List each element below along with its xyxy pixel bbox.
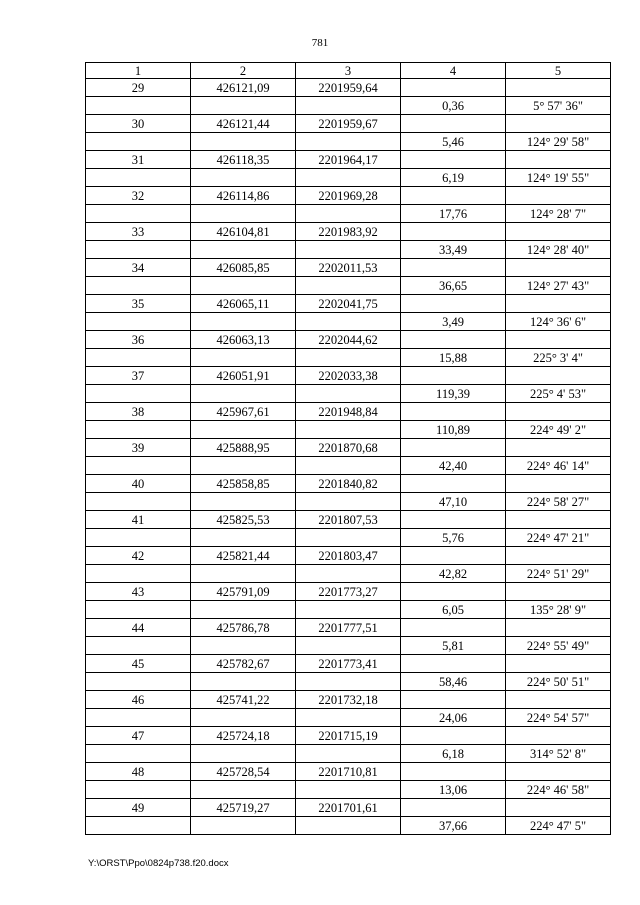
- distance-cell: 36,65: [401, 277, 506, 295]
- table-row: [86, 547, 611, 565]
- y-coordinate-cell: 2201710,81: [296, 763, 401, 781]
- y-coordinate-cell: [296, 385, 401, 403]
- direction-angle-cell: 124° 29' 58": [506, 133, 611, 151]
- point-number-cell: [86, 421, 191, 439]
- distance-cell: [401, 511, 506, 529]
- table-row: [86, 457, 611, 475]
- x-coordinate-cell: 425791,09: [191, 583, 296, 601]
- point-number-cell: [86, 709, 191, 727]
- point-number-cell: [86, 781, 191, 799]
- direction-angle-cell: [506, 799, 611, 817]
- distance-cell: [401, 547, 506, 565]
- point-number-cell: 30: [86, 115, 191, 133]
- y-coordinate-cell: 2201803,47: [296, 547, 401, 565]
- point-number-cell: [86, 97, 191, 115]
- table-row: [86, 601, 611, 619]
- x-coordinate-cell: 425786,78: [191, 619, 296, 637]
- distance-cell: [401, 295, 506, 313]
- x-coordinate-cell: [191, 817, 296, 835]
- y-coordinate-cell: 2201777,51: [296, 619, 401, 637]
- table-row: [86, 133, 611, 151]
- x-coordinate-cell: [191, 529, 296, 547]
- point-number-cell: [86, 241, 191, 259]
- point-number-cell: 31: [86, 151, 191, 169]
- direction-angle-cell: [506, 511, 611, 529]
- table-row: [86, 403, 611, 421]
- distance-cell: [401, 223, 506, 241]
- point-number-cell: 44: [86, 619, 191, 637]
- table-row: [86, 259, 611, 277]
- direction-angle-cell: [506, 403, 611, 421]
- point-number-cell: [86, 565, 191, 583]
- distance-cell: 13,06: [401, 781, 506, 799]
- point-number-cell: [86, 133, 191, 151]
- table-row: [86, 421, 611, 439]
- distance-cell: [401, 475, 506, 493]
- point-number-cell: 34: [86, 259, 191, 277]
- x-coordinate-cell: 426065,11: [191, 295, 296, 313]
- distance-cell: 47,10: [401, 493, 506, 511]
- table-row: [86, 637, 611, 655]
- distance-cell: 58,46: [401, 673, 506, 691]
- table-row: [86, 529, 611, 547]
- x-coordinate-cell: 425888,95: [191, 439, 296, 457]
- table-row: [86, 277, 611, 295]
- page-number: 781: [311, 37, 329, 49]
- y-coordinate-cell: 2201870,68: [296, 439, 401, 457]
- point-number-cell: [86, 349, 191, 367]
- direction-angle-cell: [506, 151, 611, 169]
- distance-cell: 6,19: [401, 169, 506, 187]
- x-coordinate-cell: [191, 457, 296, 475]
- point-number-cell: [86, 385, 191, 403]
- direction-angle-cell: [506, 727, 611, 745]
- table-row: [86, 367, 611, 385]
- direction-angle-cell: 224° 47' 5": [506, 817, 611, 835]
- direction-angle-cell: 224° 46' 14": [506, 457, 611, 475]
- y-coordinate-cell: [296, 421, 401, 439]
- y-coordinate-cell: [296, 205, 401, 223]
- point-number-cell: [86, 637, 191, 655]
- point-number-cell: [86, 745, 191, 763]
- x-coordinate-cell: [191, 601, 296, 619]
- table-row: [86, 331, 611, 349]
- distance-cell: [401, 79, 506, 97]
- point-number-cell: [86, 205, 191, 223]
- x-coordinate-cell: 425967,61: [191, 403, 296, 421]
- y-coordinate-cell: [296, 349, 401, 367]
- y-coordinate-cell: [296, 529, 401, 547]
- x-coordinate-cell: [191, 97, 296, 115]
- point-number-cell: [86, 277, 191, 295]
- point-number-cell: 38: [86, 403, 191, 421]
- y-coordinate-cell: 2202033,38: [296, 367, 401, 385]
- y-coordinate-cell: 2201959,67: [296, 115, 401, 133]
- y-coordinate-cell: 2201959,64: [296, 79, 401, 97]
- x-coordinate-cell: [191, 133, 296, 151]
- header-cell-1: 1: [86, 63, 191, 79]
- y-coordinate-cell: [296, 781, 401, 799]
- point-number-cell: 33: [86, 223, 191, 241]
- y-coordinate-cell: [296, 277, 401, 295]
- direction-angle-cell: [506, 691, 611, 709]
- x-coordinate-cell: 425741,22: [191, 691, 296, 709]
- point-number-cell: 37: [86, 367, 191, 385]
- table-row: [86, 151, 611, 169]
- distance-cell: [401, 367, 506, 385]
- table-row: [86, 349, 611, 367]
- direction-angle-cell: 124° 27' 43": [506, 277, 611, 295]
- direction-angle-cell: [506, 367, 611, 385]
- distance-cell: [401, 151, 506, 169]
- x-coordinate-cell: 426121,44: [191, 115, 296, 133]
- y-coordinate-cell: 2201807,53: [296, 511, 401, 529]
- distance-cell: 5,46: [401, 133, 506, 151]
- x-coordinate-cell: 425724,18: [191, 727, 296, 745]
- y-coordinate-cell: [296, 745, 401, 763]
- table-row: [86, 727, 611, 745]
- table-row: [86, 493, 611, 511]
- direction-angle-cell: [506, 331, 611, 349]
- direction-angle-cell: 224° 51' 29": [506, 565, 611, 583]
- table-row: [86, 295, 611, 313]
- direction-angle-cell: [506, 475, 611, 493]
- point-number-cell: 43: [86, 583, 191, 601]
- table-row: [86, 115, 611, 133]
- x-coordinate-cell: [191, 565, 296, 583]
- table-row: [86, 205, 611, 223]
- point-number-cell: 35: [86, 295, 191, 313]
- header-cell-4: 4: [401, 63, 506, 79]
- x-coordinate-cell: 426085,85: [191, 259, 296, 277]
- point-number-cell: 40: [86, 475, 191, 493]
- table-row: [86, 385, 611, 403]
- point-number-cell: 39: [86, 439, 191, 457]
- distance-cell: 42,40: [401, 457, 506, 475]
- y-coordinate-cell: [296, 97, 401, 115]
- y-coordinate-cell: 2201948,84: [296, 403, 401, 421]
- point-number-cell: 49: [86, 799, 191, 817]
- y-coordinate-cell: [296, 313, 401, 331]
- point-number-cell: [86, 493, 191, 511]
- direction-angle-cell: 224° 55' 49": [506, 637, 611, 655]
- point-number-cell: [86, 817, 191, 835]
- table-row: [86, 763, 611, 781]
- y-coordinate-cell: [296, 493, 401, 511]
- point-number-cell: [86, 529, 191, 547]
- direction-angle-cell: 224° 49' 2": [506, 421, 611, 439]
- point-number-cell: 41: [86, 511, 191, 529]
- y-coordinate-cell: [296, 241, 401, 259]
- distance-cell: [401, 763, 506, 781]
- direction-angle-cell: [506, 187, 611, 205]
- direction-angle-cell: [506, 79, 611, 97]
- point-number-cell: 47: [86, 727, 191, 745]
- y-coordinate-cell: [296, 133, 401, 151]
- y-coordinate-cell: 2202011,53: [296, 259, 401, 277]
- table-row: [86, 745, 611, 763]
- table-row: [86, 223, 611, 241]
- distance-cell: 0,36: [401, 97, 506, 115]
- x-coordinate-cell: 426118,35: [191, 151, 296, 169]
- distance-cell: [401, 655, 506, 673]
- distance-cell: [401, 799, 506, 817]
- direction-angle-cell: [506, 295, 611, 313]
- x-coordinate-cell: [191, 313, 296, 331]
- y-coordinate-cell: [296, 673, 401, 691]
- direction-angle-cell: 5° 57' 36": [506, 97, 611, 115]
- distance-cell: [401, 583, 506, 601]
- point-number-cell: [86, 313, 191, 331]
- point-number-cell: 32: [86, 187, 191, 205]
- table-row: [86, 709, 611, 727]
- x-coordinate-cell: [191, 385, 296, 403]
- distance-cell: 33,49: [401, 241, 506, 259]
- direction-angle-cell: 224° 58' 27": [506, 493, 611, 511]
- x-coordinate-cell: 426051,91: [191, 367, 296, 385]
- table-row: [86, 673, 611, 691]
- direction-angle-cell: [506, 583, 611, 601]
- direction-angle-cell: [506, 223, 611, 241]
- x-coordinate-cell: 425858,85: [191, 475, 296, 493]
- distance-cell: 24,06: [401, 709, 506, 727]
- direction-angle-cell: 314° 52' 8": [506, 745, 611, 763]
- distance-cell: 42,82: [401, 565, 506, 583]
- direction-angle-cell: 225° 3' 4": [506, 349, 611, 367]
- x-coordinate-cell: 426063,13: [191, 331, 296, 349]
- table-row: [86, 565, 611, 583]
- x-coordinate-cell: [191, 781, 296, 799]
- x-coordinate-cell: [191, 673, 296, 691]
- x-coordinate-cell: 425728,54: [191, 763, 296, 781]
- direction-angle-cell: 124° 36' 6": [506, 313, 611, 331]
- direction-angle-cell: [506, 619, 611, 637]
- direction-angle-cell: [506, 763, 611, 781]
- header-cell-2: 2: [191, 63, 296, 79]
- y-coordinate-cell: 2201732,18: [296, 691, 401, 709]
- header-cell-5: 5: [506, 63, 611, 79]
- distance-cell: [401, 259, 506, 277]
- point-number-cell: 29: [86, 79, 191, 97]
- point-number-cell: 48: [86, 763, 191, 781]
- distance-cell: 119,39: [401, 385, 506, 403]
- distance-cell: [401, 187, 506, 205]
- distance-cell: [401, 403, 506, 421]
- direction-angle-cell: [506, 547, 611, 565]
- point-number-cell: [86, 169, 191, 187]
- x-coordinate-cell: [191, 241, 296, 259]
- y-coordinate-cell: 2201840,82: [296, 475, 401, 493]
- table-row: [86, 583, 611, 601]
- distance-cell: [401, 727, 506, 745]
- direction-angle-cell: 124° 28' 7": [506, 205, 611, 223]
- x-coordinate-cell: [191, 169, 296, 187]
- x-coordinate-cell: [191, 709, 296, 727]
- direction-angle-cell: 124° 19' 55": [506, 169, 611, 187]
- point-number-cell: [86, 601, 191, 619]
- y-coordinate-cell: [296, 817, 401, 835]
- x-coordinate-cell: 425821,44: [191, 547, 296, 565]
- direction-angle-cell: 224° 50' 51": [506, 673, 611, 691]
- distance-cell: 6,05: [401, 601, 506, 619]
- distance-cell: 6,18: [401, 745, 506, 763]
- header-cell-3: 3: [296, 63, 401, 79]
- header-row: [86, 63, 611, 79]
- x-coordinate-cell: 426114,86: [191, 187, 296, 205]
- x-coordinate-cell: [191, 205, 296, 223]
- table-row: [86, 169, 611, 187]
- distance-cell: [401, 115, 506, 133]
- distance-cell: 3,49: [401, 313, 506, 331]
- point-number-cell: [86, 673, 191, 691]
- distance-cell: 17,76: [401, 205, 506, 223]
- y-coordinate-cell: [296, 565, 401, 583]
- direction-angle-cell: 135° 28' 9": [506, 601, 611, 619]
- x-coordinate-cell: [191, 637, 296, 655]
- x-coordinate-cell: 426104,81: [191, 223, 296, 241]
- y-coordinate-cell: 2201773,41: [296, 655, 401, 673]
- table-row: [86, 817, 611, 835]
- point-number-cell: [86, 457, 191, 475]
- direction-angle-cell: 225° 4' 53": [506, 385, 611, 403]
- direction-angle-cell: [506, 115, 611, 133]
- distance-cell: [401, 439, 506, 457]
- direction-angle-cell: 224° 46' 58": [506, 781, 611, 799]
- table-row: [86, 619, 611, 637]
- distance-cell: 37,66: [401, 817, 506, 835]
- x-coordinate-cell: [191, 745, 296, 763]
- table-row: [86, 79, 611, 97]
- distance-cell: 110,89: [401, 421, 506, 439]
- x-coordinate-cell: 425825,53: [191, 511, 296, 529]
- x-coordinate-cell: [191, 277, 296, 295]
- y-coordinate-cell: [296, 169, 401, 187]
- y-coordinate-cell: 2201715,19: [296, 727, 401, 745]
- y-coordinate-cell: 2202044,62: [296, 331, 401, 349]
- direction-angle-cell: 224° 54' 57": [506, 709, 611, 727]
- table-row: [86, 439, 611, 457]
- direction-angle-cell: 224° 47' 21": [506, 529, 611, 547]
- y-coordinate-cell: 2202041,75: [296, 295, 401, 313]
- direction-angle-cell: 124° 28' 40": [506, 241, 611, 259]
- x-coordinate-cell: 425719,27: [191, 799, 296, 817]
- point-number-cell: 45: [86, 655, 191, 673]
- distance-cell: 5,81: [401, 637, 506, 655]
- y-coordinate-cell: 2201701,61: [296, 799, 401, 817]
- direction-angle-cell: [506, 655, 611, 673]
- y-coordinate-cell: 2201983,92: [296, 223, 401, 241]
- direction-angle-cell: [506, 259, 611, 277]
- point-number-cell: 42: [86, 547, 191, 565]
- point-number-cell: 36: [86, 331, 191, 349]
- x-coordinate-cell: [191, 493, 296, 511]
- x-coordinate-cell: [191, 349, 296, 367]
- table-row: [86, 241, 611, 259]
- x-coordinate-cell: [191, 421, 296, 439]
- y-coordinate-cell: [296, 709, 401, 727]
- y-coordinate-cell: [296, 637, 401, 655]
- distance-cell: 5,76: [401, 529, 506, 547]
- table-row: [86, 475, 611, 493]
- direction-angle-cell: [506, 439, 611, 457]
- y-coordinate-cell: 2201969,28: [296, 187, 401, 205]
- y-coordinate-cell: 2201773,27: [296, 583, 401, 601]
- table-row: [86, 97, 611, 115]
- footer-file-path: Y:\ORST\Ppo\0824p738.f20.docx: [88, 858, 229, 869]
- distance-cell: [401, 691, 506, 709]
- table-row: [86, 187, 611, 205]
- table-row: [86, 511, 611, 529]
- x-coordinate-cell: 425782,67: [191, 655, 296, 673]
- table-row: [86, 313, 611, 331]
- y-coordinate-cell: 2201964,17: [296, 151, 401, 169]
- table-row: [86, 655, 611, 673]
- x-coordinate-cell: 426121,09: [191, 79, 296, 97]
- point-number-cell: 46: [86, 691, 191, 709]
- distance-cell: [401, 619, 506, 637]
- distance-cell: 15,88: [401, 349, 506, 367]
- coordinates-table: [85, 62, 611, 835]
- table-row: [86, 799, 611, 817]
- distance-cell: [401, 331, 506, 349]
- y-coordinate-cell: [296, 601, 401, 619]
- y-coordinate-cell: [296, 457, 401, 475]
- table-row: [86, 781, 611, 799]
- table-row: [86, 691, 611, 709]
